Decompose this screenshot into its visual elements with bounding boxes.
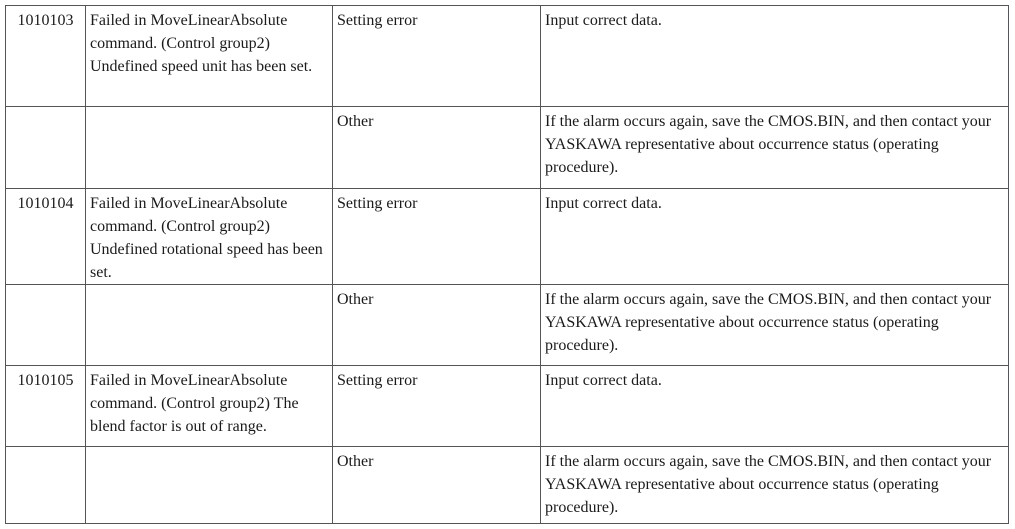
alarm-description (86, 447, 333, 524)
table-row (6, 107, 1009, 189)
alarm-cause: Setting error (333, 6, 541, 107)
alarm-description: Failed in MoveLinearAbsolute command. (Control group2) The blend factor is out of range. (86, 366, 333, 447)
table-row (6, 447, 1009, 524)
alarm-cause: Other (333, 447, 541, 524)
table-row (6, 6, 1009, 107)
alarm-cause: Other (333, 285, 541, 366)
table-row (6, 366, 1009, 447)
alarm-description: Failed in MoveLinearAbsolute command. (Control group2) Undefined speed unit has been set. (86, 6, 333, 107)
alarm-cause: Setting error (333, 189, 541, 285)
alarm-description: Failed in MoveLinearAbsolute command. (Control group2) Undefined rotational speed has been set. (86, 189, 333, 285)
alarm-code: 1010103 (6, 6, 86, 107)
alarm-remedy: If the alarm occurs again, save the CMOS.BIN, and then contact your YASKAWA representative about occurrence status (operating procedure). (541, 285, 1009, 366)
alarm-code: 1010105 (6, 366, 86, 447)
alarm-remedy: If the alarm occurs again, save the CMOS.BIN, and then contact your YASKAWA representative about occurrence status (operating procedure). (541, 447, 1009, 524)
alarm-code (6, 285, 86, 366)
alarm-table (5, 5, 1009, 524)
alarm-cause: Setting error (333, 366, 541, 447)
alarm-code (6, 447, 86, 524)
alarm-cause: Other (333, 107, 541, 189)
alarm-code (6, 107, 86, 189)
table-row (6, 285, 1009, 366)
table-row (6, 189, 1009, 285)
alarm-remedy: If the alarm occurs again, save the CMOS.BIN, and then contact your YASKAWA representative about occurrence status (operating procedure). (541, 107, 1009, 189)
alarm-remedy: Input correct data. (541, 6, 1009, 107)
alarm-description (86, 107, 333, 189)
alarm-remedy: Input correct data. (541, 189, 1009, 285)
alarm-remedy: Input correct data. (541, 366, 1009, 447)
alarm-code: 1010104 (6, 189, 86, 285)
alarm-description (86, 285, 333, 366)
